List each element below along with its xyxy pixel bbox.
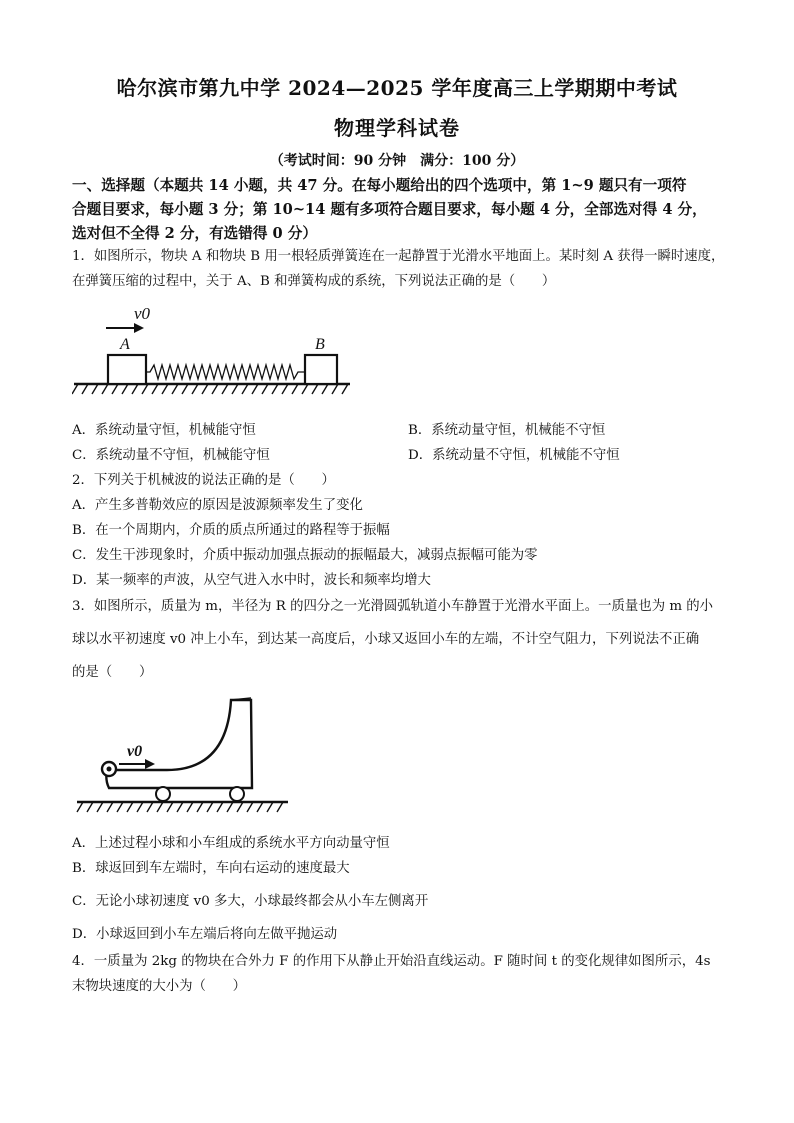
q4-stem-line-2: 末物块速度的大小为（ ） — [72, 979, 247, 994]
q3-option-c[interactable]: C．无论小球初速度 v0 多大，小球最终都会从小车左侧离开 — [72, 894, 429, 909]
q2-option-d[interactable]: D．某一频率的声波，从空气进入水中时，波长和频率均增大 — [72, 573, 431, 588]
q3-option-b[interactable]: B．球返回到车左端时，车向右运动的速度最大 — [72, 861, 350, 876]
q2-option-c[interactable]: C．发生干涉现象时，介质中振动加强点振动的振幅最大，减弱点振幅可能为零 — [72, 548, 538, 563]
exam-subtitle: 物理学科试卷 — [334, 116, 460, 140]
section-heading — [72, 174, 727, 246]
q1-option-a[interactable]: A．系统动量守恒，机械能守恒 — [72, 423, 256, 438]
block-a — [108, 355, 146, 384]
q3-stem-line-3: 的是（ ） — [72, 665, 153, 680]
block-b-label: B — [315, 336, 325, 353]
q3-arc-cart-figure — [75, 694, 290, 818]
q1-option-c[interactable]: C．系统动量不守恒，机械能守恒 — [72, 448, 270, 463]
velocity-label: v0 — [127, 743, 143, 760]
section-heading-line: 一、选择题（本题共 14 小题，共 47 分。在每小题给出的四个选项中，第 1~9 题只有一项符 — [72, 177, 687, 194]
q3-option-a[interactable]: A．上述过程小球和小车组成的系统水平方向动量守恒 — [72, 836, 390, 851]
q2-stem: 2．下列关于机械波的说法正确的是（ ） — [72, 473, 335, 488]
arrow-icon — [119, 759, 155, 769]
cart-wheel-right — [230, 787, 244, 801]
section-heading-line: 合题目要求，每小题 3 分；第 10~14 题有多项符合题目要求，每小题 4 分，全部选对得 4 分， — [72, 201, 707, 218]
arrow-icon — [106, 323, 144, 333]
block-b — [305, 355, 337, 384]
q1-stem-line-1: 1．如图所示，物块 A 和物块 B 用一根轻质弹簧连在一起静置于光滑水平地面上。某时刻 A 获得一瞬时速度， — [72, 249, 725, 264]
q4-stem-line-1: 4．一质量为 2kg 的物块在合外力 F 的作用下从静止开始沿直线运动。F 随时间 t 的变化规律如图所示，4s — [72, 954, 711, 969]
ground-hatching — [72, 384, 350, 394]
section-heading-line: 选对但不全得 2 分，有选错得 0 分） — [72, 225, 317, 242]
exam-title: 哈尔滨市第九中学 2024—2025 学年度高三上学期期中考试 — [116, 76, 678, 100]
q1-option-d[interactable]: D．系统动量不守恒，机械能不守恒 — [408, 448, 620, 463]
q3-stem-line-1: 3．如图所示，质量为 m，半径为 R 的四分之一光滑圆弧轨道小车静置于光滑水平面上。一质量也为 m 的小 — [72, 599, 714, 614]
spring — [146, 365, 305, 379]
q1-spring-blocks-figure — [72, 296, 352, 406]
q3-option-d[interactable]: D．小球返回到小车左端后将向左做平抛运动 — [72, 927, 338, 942]
q1-option-b[interactable]: B．系统动量守恒，机械能不守恒 — [408, 423, 606, 438]
velocity-label: v0 — [134, 304, 151, 323]
q2-option-a[interactable]: A．产生多普勒效应的原因是波源频率发生了变化 — [72, 498, 363, 513]
exam-info: （考试时间：90 分钟 满分：100 分） — [269, 153, 525, 169]
ground-hatching — [77, 802, 288, 812]
q3-stem-line-2: 球以水平初速度 v0 冲上小车，到达某一高度后，小球又返回小车的左端，不计空气阻力，下列说法不正确 — [72, 632, 700, 647]
block-a-label: A — [120, 336, 130, 353]
q2-option-b[interactable]: B．在一个周期内，介质的质点所通过的路程等于振幅 — [72, 523, 390, 538]
q1-stem-line-2: 在弹簧压缩的过程中，关于 A、B 和弹簧构成的系统，下列说法正确的是（ ） — [72, 274, 556, 289]
cart-wheel-left — [156, 787, 170, 801]
